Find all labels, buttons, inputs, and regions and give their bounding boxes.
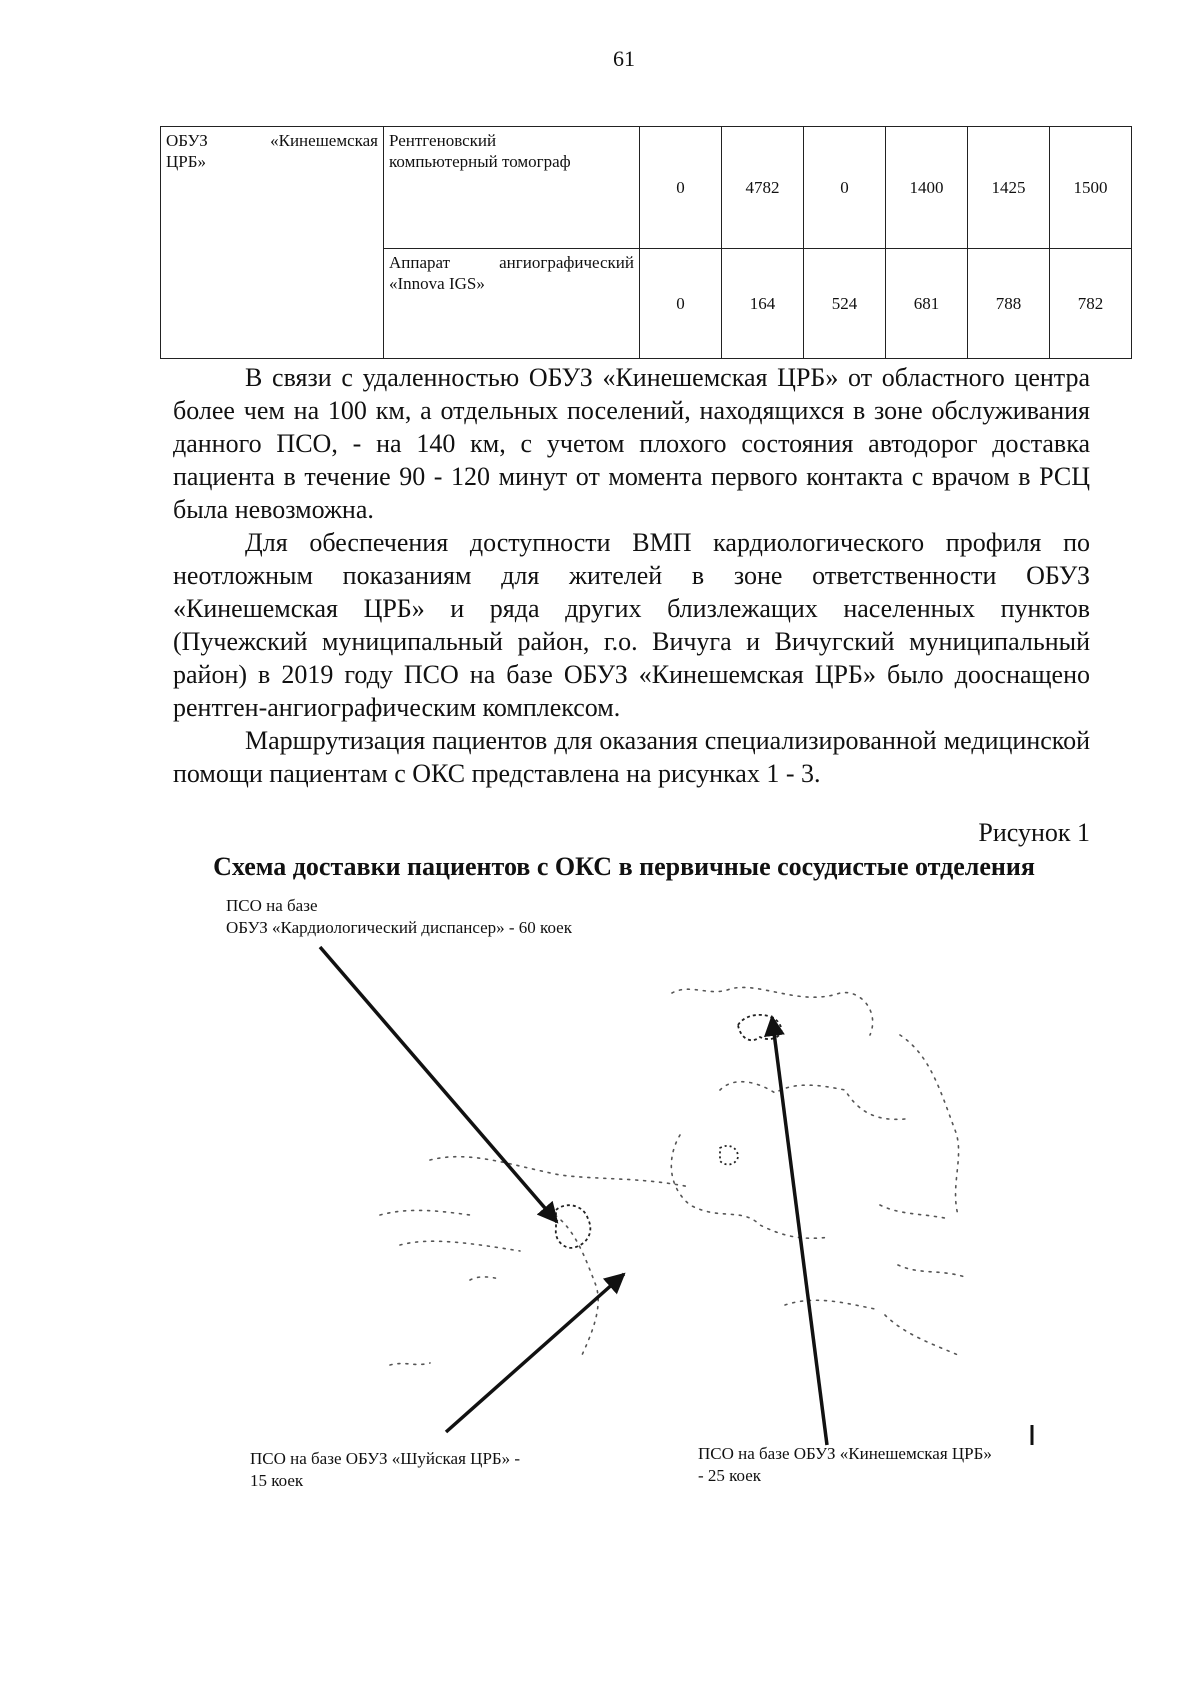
map-border-center: [720, 1082, 905, 1120]
equipment-table: [160, 126, 1132, 359]
map-border-small-7: [390, 1363, 430, 1365]
value-cell: 4782: [722, 127, 804, 249]
value-cell: 1425: [968, 127, 1050, 249]
paragraph-text: Маршрутизация пациентов для оказания специализированной медицинской помощи пациентам с ОКС представлена на рисунках 1 - 3.: [173, 726, 1090, 788]
value-cell: 0: [640, 127, 722, 249]
map-border-small-2: [400, 1241, 520, 1251]
paragraph: [173, 361, 1090, 526]
paragraph-text: В связи с удаленностью ОБУЗ «Кинешемская ЦРБ» от областного центра более чем на 100 км, а отдельных поселений, находящихся в зоне обслуживания данного ПСО, - на 140 км, с учетом плохого состояния автодорог доставка пациента в течение 90 - 120 минут от момента первого контакта с врачом в РСЦ была невозможна.: [173, 363, 1090, 524]
map-city-outline-shuya: [720, 1146, 738, 1165]
map-detail-marks: [556, 1015, 1032, 1445]
device-name-line2: компьютерный томограф: [389, 152, 571, 172]
device-cell: [384, 249, 640, 359]
figure-label: Рисунок 1: [978, 818, 1090, 847]
value-cell: 681: [886, 249, 968, 359]
callout-line: ПСО на базе: [226, 896, 318, 915]
map-border-small-8: [470, 1277, 500, 1280]
map-city-outline-ivanovo: [556, 1205, 591, 1248]
value-cell: 0: [640, 249, 722, 359]
map-border-south: [430, 1157, 690, 1187]
callout-shuya-crb: [250, 1448, 520, 1492]
delivery-scheme: [0, 885, 1200, 1525]
callout-line: ОБУЗ «Кардиологический диспансер» - 60 коек: [226, 918, 572, 937]
callout-cardio-dispensary: [226, 895, 572, 939]
map-border-small-6: [885, 1315, 958, 1355]
organization-cell: [161, 127, 384, 359]
arrow-kineshma-crb: [772, 1017, 827, 1445]
map-border-southwest: [555, 1215, 598, 1355]
value-cell: 164: [722, 249, 804, 359]
device-cell: [384, 127, 640, 249]
device-name-line2: «Innova IGS»: [389, 274, 485, 294]
map-border-small-3: [880, 1205, 950, 1219]
map-border-small-5: [785, 1300, 875, 1309]
map-border-east: [900, 1035, 959, 1215]
value-cell: 1400: [886, 127, 968, 249]
device-name-line1: Рентгеновский: [389, 131, 497, 150]
map-border-small-1: [380, 1210, 470, 1215]
arrow-cardio-dispensary: [320, 947, 557, 1222]
callout-line: 15 коек: [250, 1471, 304, 1490]
region-map: [380, 987, 965, 1365]
device-name-line1: Аппарат ангиографический: [389, 253, 634, 272]
map-border-small-4: [898, 1265, 965, 1277]
callout-kineshma-crb: [698, 1443, 992, 1487]
callout-line: - 25 коек: [698, 1466, 762, 1485]
org-text-part3: ЦРБ»: [166, 152, 206, 172]
value-cell: 1500: [1050, 127, 1132, 249]
map-border-west: [671, 1135, 830, 1238]
page-number: 61: [613, 46, 635, 71]
figure-title: Схема доставки пациентов с ОКС в первичные сосудистые отделения: [213, 852, 1035, 881]
org-text-part1: ОБУЗ: [166, 131, 208, 150]
arrow-shuya-crb: [446, 1274, 624, 1432]
table-row: [161, 127, 1132, 249]
paragraph-text: Для обеспечения доступности ВМП кардиологического профиля по неотложным показаниям для жителей в зоне ответственности ОБУЗ «Кинешемская ЦРБ» и ряда других близлежащих населенных пунктов (Пучежский муниципальный район, г.о. Вичуга и Вичугский муниципальный район) в 2019 году ПСО на базе ОБУЗ «Кинешемская ЦРБ» было дооснащено рентген-ангиографическим комплексом.: [173, 528, 1090, 722]
org-text-part2: «Кинешемская: [270, 131, 378, 150]
value-cell: 0: [804, 127, 886, 249]
value-cell: 782: [1050, 249, 1132, 359]
paragraph: [173, 526, 1090, 724]
callout-line: ПСО на базе ОБУЗ «Шуйская ЦРБ» -: [250, 1449, 521, 1468]
value-cell: 788: [968, 249, 1050, 359]
value-cell: 524: [804, 249, 886, 359]
callout-line: ПСО на базе ОБУЗ «Кинешемская ЦРБ»: [698, 1444, 992, 1463]
paragraph: [173, 724, 1090, 790]
